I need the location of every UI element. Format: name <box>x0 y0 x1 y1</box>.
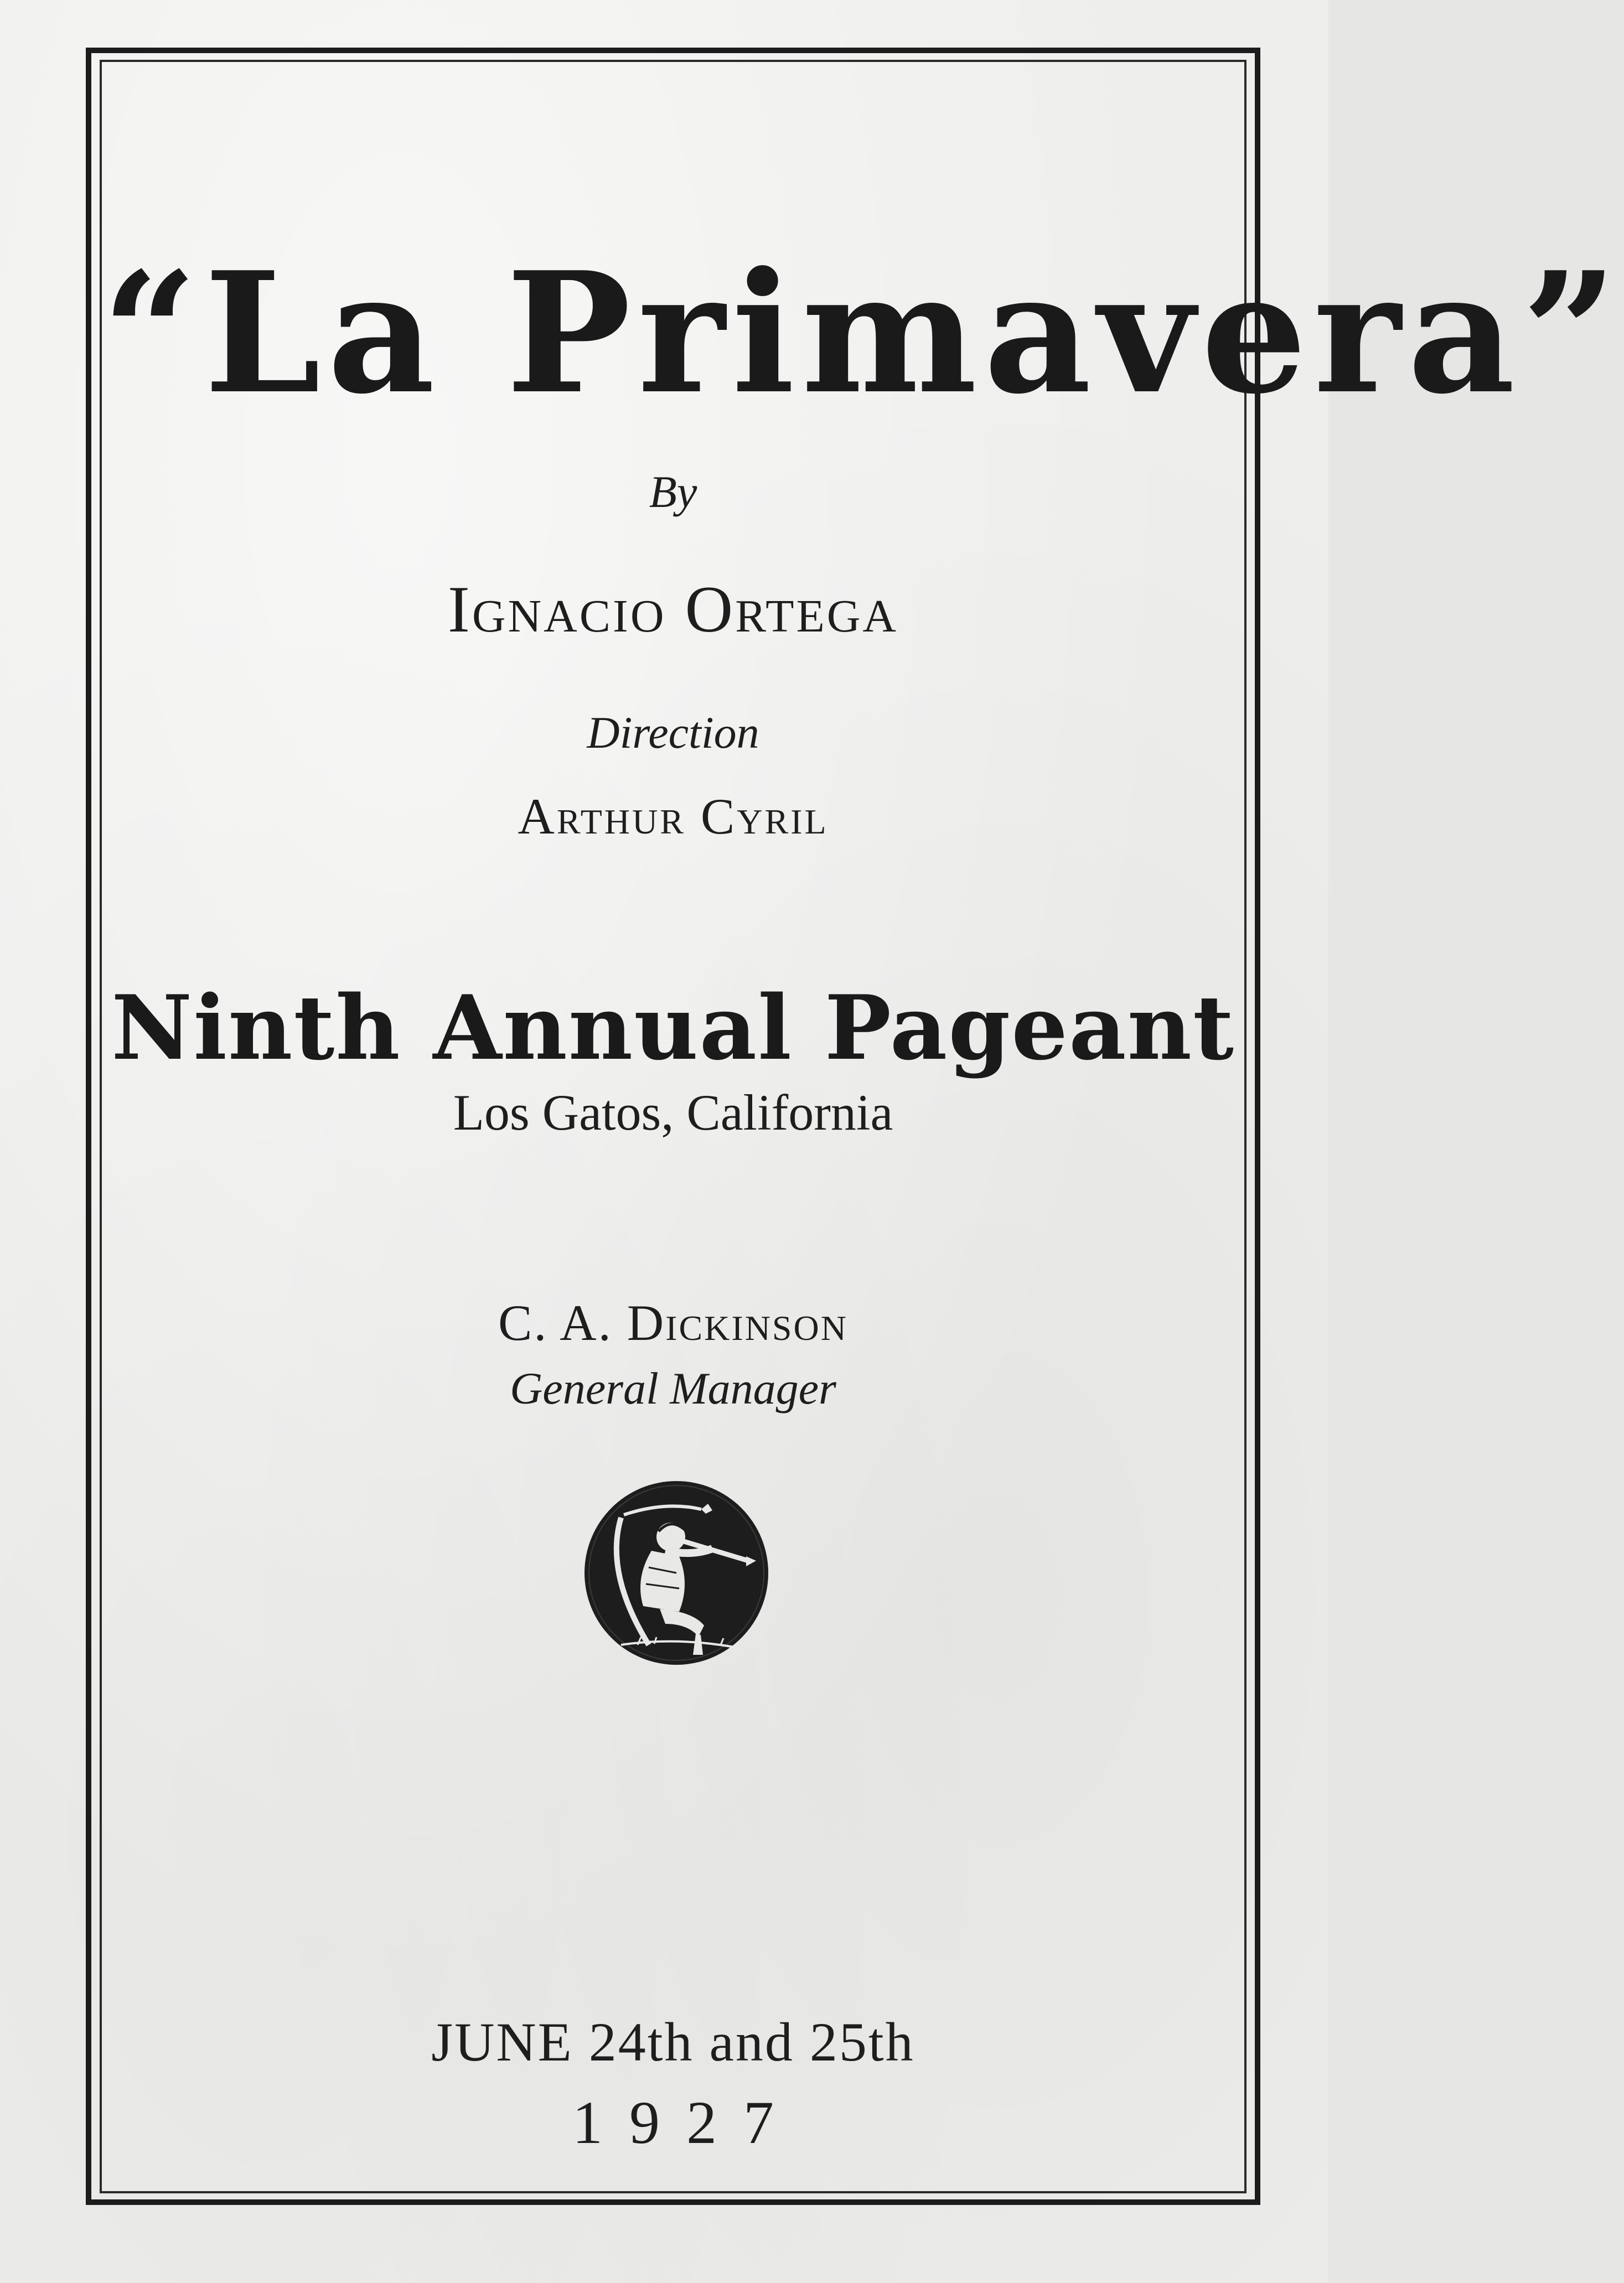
performance-dates: JUNE 24th and 25th <box>431 2011 915 2073</box>
performance-year: 1927 <box>572 2089 800 2156</box>
program-content <box>102 62 1624 2191</box>
author-name: Ignacio Ortega <box>447 572 899 646</box>
piper-medallion-icon <box>582 1479 770 1667</box>
manager-title: General Manager <box>510 1363 836 1414</box>
event-title: Ninth Annual Pageant <box>111 976 1235 1080</box>
event-location: Los Gatos, California <box>453 1084 893 1141</box>
play-title: “La Primavera” <box>102 235 1624 431</box>
director-name: Arthur Cyril <box>518 788 829 845</box>
direction-label: Direction <box>587 707 759 758</box>
manager-name: C. A. Dickinson <box>498 1295 848 1351</box>
by-label: By <box>649 467 697 517</box>
